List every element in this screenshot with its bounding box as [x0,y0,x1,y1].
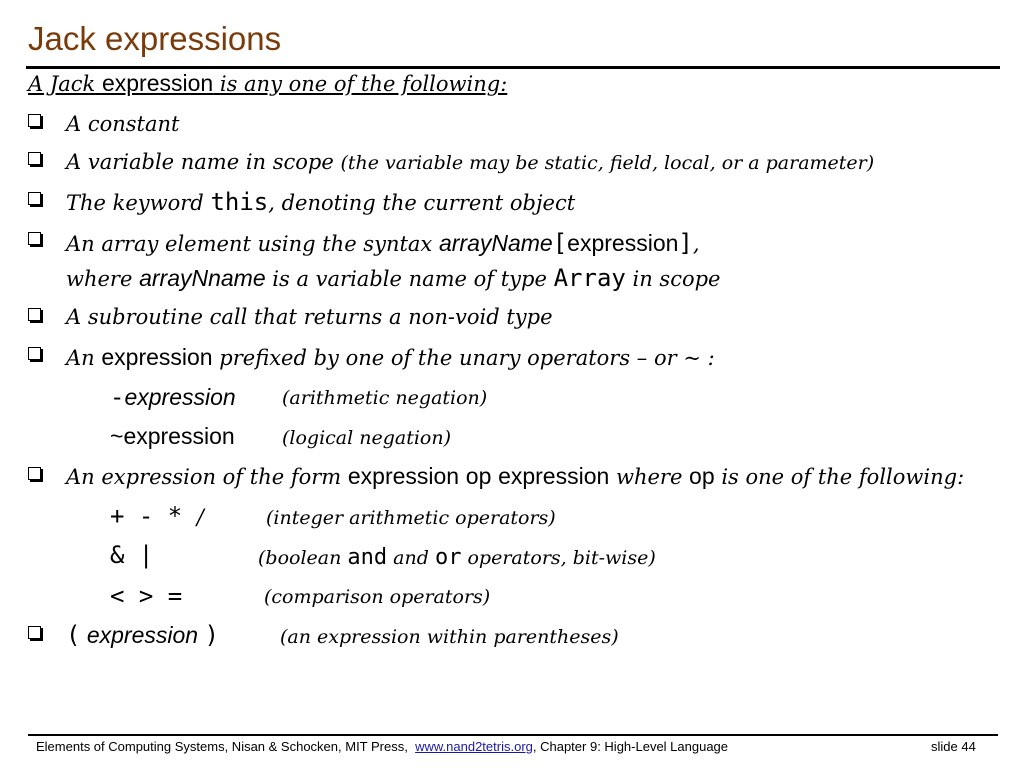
bullet-icon [28,152,41,165]
arith-desc: (integer arithmetic operators) [266,507,556,529]
item-array-cont: where arrayNname is a variable name of type Array in scope [66,264,721,292]
slide-number: slide 44 [931,739,976,754]
item-subroutine: A subroutine call that returns a non-void type [66,305,553,329]
title-divider [26,66,1000,69]
footer-link[interactable]: www.nand2tetris.org [415,739,533,754]
bullet-icon [28,467,41,480]
unary-neg-op: -expression [110,383,236,411]
footer-divider [28,734,998,736]
footer-citation: Elements of Computing Systems, Nisan & Schocken, MIT Press, www.nand2tetris.org, Chapter 9: High-Level Language [36,739,729,754]
item-variable: A variable name in scope (the variable may be static, field, local, or a parameter) [66,150,875,174]
item-paren: ( expression ) [66,621,219,649]
bullet-icon [28,114,41,127]
bullet-icon [28,308,41,321]
item-binary: An expression of the form expression op expression where op is one of the following: [66,463,965,489]
item-keyword: The keyword this, denoting the current object [66,188,576,216]
comp-desc: (comparison operators) [264,586,491,608]
bullet-icon [28,232,41,245]
bullet-icon [28,192,41,205]
bullet-icon [28,347,41,360]
arith-ops: + - * / [110,502,204,530]
intro-line: A Jack expression is any one of the following: [28,70,508,96]
slide-title: Jack expressions [28,20,282,57]
item-constant: A constant [66,112,180,136]
paren-desc: (an expression within parentheses) [280,626,619,648]
unary-not-op: ~expression [110,423,235,449]
bool-desc: (boolean and and or operators, bit-wise) [258,545,656,570]
unary-not-desc: (logical negation) [282,427,452,449]
bullet-icon [28,626,41,639]
unary-neg-desc: (arithmetic negation) [282,387,488,409]
bool-ops: & | [110,541,154,569]
item-array: An array element using the syntax arrayName[expression], [66,229,700,257]
comp-ops: < > = [110,582,183,610]
item-unary: An expression prefixed by one of the unary operators – or ~ : [66,344,715,370]
